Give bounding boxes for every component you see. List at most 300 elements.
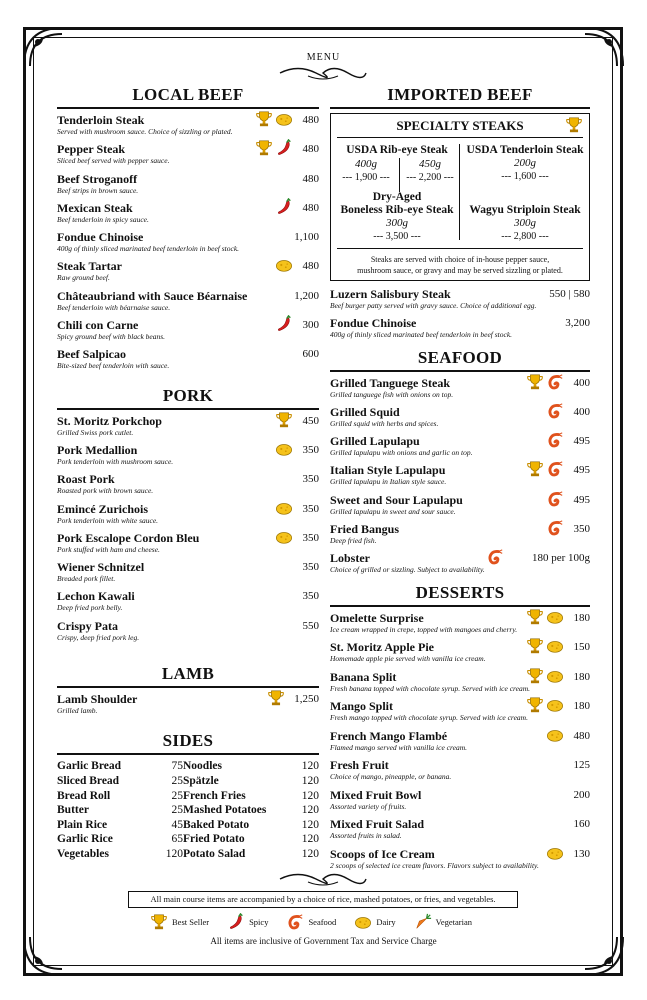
trophy-icon: [255, 110, 273, 128]
item-description: Pork stuffed with ham and cheese.: [57, 544, 160, 554]
item-name: Sweet and Sour Lapulapu: [330, 492, 463, 507]
item-price: 300: [302, 319, 319, 332]
ribeye-name: USDA Rib-eye Steak: [346, 144, 448, 156]
item-icons: [526, 696, 564, 714]
item-name: Italian Style Lapulapu: [330, 463, 446, 478]
legend-item-seafood: [286, 913, 336, 931]
item-name: French Mango Flambé: [330, 728, 448, 743]
specialty-note: [331, 254, 589, 276]
item-description: Grilled lapulapu with onions and garlic on top.: [330, 448, 473, 458]
tax-note: All items are inclusive of Government Tax and Service Charge: [210, 936, 437, 946]
item-price: 180: [573, 611, 590, 624]
cheese-icon: [275, 528, 293, 546]
item-price: 350: [573, 523, 590, 536]
item-icons: [526, 667, 564, 685]
side-price: 45: [171, 818, 183, 831]
specialty-rule: [337, 137, 583, 138]
menu-item-chili-con-carne: [57, 318, 319, 347]
menu-item-beef-stroganoff: [57, 172, 319, 201]
item-icons: [275, 411, 293, 429]
item-price: 400: [573, 376, 590, 389]
menu-item-omelette-surprise: [330, 611, 590, 641]
item-name: St. Moritz Porkchop: [57, 413, 162, 428]
section-rule: [57, 107, 319, 109]
sides-table: [57, 759, 319, 861]
item-description: Assorted variety of fruits.: [330, 801, 407, 811]
section-rule: [330, 370, 590, 372]
corner-ornament-top-left: [20, 24, 66, 70]
side-price: 75: [171, 760, 183, 773]
side-name: Baked Potato: [183, 818, 250, 831]
item-icons: [546, 402, 564, 420]
chili-icon: [275, 315, 293, 333]
item-price: 3,200: [565, 317, 590, 330]
side-name: Butter: [57, 804, 89, 817]
shrimp-icon: [546, 431, 564, 449]
menu-item-emince-zurichois: [57, 502, 319, 531]
item-price: 350: [302, 443, 319, 456]
item-price: 350: [302, 502, 319, 515]
item-price: 495: [573, 464, 590, 477]
ribeye-option-2: [399, 158, 461, 184]
section-title-lamb: LAMB: [161, 664, 215, 684]
menu-item-mexican-steak: [57, 201, 319, 230]
side-price: 120: [301, 818, 319, 831]
item-price: 480: [302, 143, 319, 156]
side-price: 120: [301, 847, 319, 860]
menu-item-lechon-kawali: [57, 589, 319, 618]
item-name: Fondue Chinoise: [330, 316, 417, 331]
item-icons: [267, 689, 285, 707]
menu-item-fondue-chinoise: [330, 316, 590, 345]
menu-item-tenderloin-steak: [57, 113, 319, 142]
item-icons: [275, 315, 293, 333]
item-price: 480: [573, 729, 590, 742]
item-description: Beef tenderloin with béarnaise sauce.: [57, 302, 171, 312]
cheese-icon: [546, 726, 564, 744]
item-price: 480: [302, 260, 319, 273]
item-icons: [526, 608, 564, 626]
desserts-list: [330, 611, 590, 877]
item-name: Mango Split: [330, 699, 394, 714]
chili-icon: [275, 139, 293, 157]
item-description: Ice cream wrapped in crepe, topped with mangoes and cherry.: [330, 624, 518, 634]
side-name: Garlic Bread: [57, 760, 121, 773]
item-name: St. Moritz Apple Pie: [330, 640, 434, 655]
item-name: Wiener Schnitzel: [57, 560, 145, 575]
specialty-note-rule: [337, 248, 583, 249]
item-icons: [275, 528, 293, 546]
dry-aged-name-2: Boneless Rib-eye Steak: [340, 204, 454, 216]
trophy-icon: [526, 460, 544, 478]
item-description: Choice of grilled or sizzling. Subject to availability.: [330, 565, 485, 575]
item-price: 480: [302, 201, 319, 214]
ribeye-price-2: --- 2,200 ---: [406, 172, 454, 183]
item-description: 400g of thinly sliced marinated beef tenderloin in beef stock.: [330, 330, 513, 340]
item-name: Pepper Steak: [57, 142, 126, 157]
item-price: 600: [302, 348, 319, 361]
menu-item-roast-pork: [57, 472, 319, 501]
menu-item-grilled-squid: [330, 405, 590, 434]
item-price: 125: [573, 759, 590, 772]
trophy-icon: [150, 913, 168, 931]
legend-item-spicy: [227, 913, 268, 931]
cheese-icon: [275, 110, 293, 128]
menu-item-italian-style-lapulapu: [330, 463, 590, 492]
shrimp-icon: [546, 373, 564, 391]
legend-item-dairy: [354, 913, 395, 931]
item-description: Flamed mango served with vanilla ice cream.: [330, 742, 467, 752]
side-name: Plain Rice: [57, 818, 108, 831]
menu-item-pepper-steak: [57, 142, 319, 171]
item-icons: [526, 460, 564, 478]
legend-label: Spicy: [249, 917, 269, 927]
item-description: Spicy ground beef with black beans.: [57, 332, 166, 342]
seafood-list: [330, 376, 590, 581]
item-name: Roast Pork: [57, 472, 115, 487]
menu-item-mixed-fruit-bowl: [330, 788, 590, 818]
item-name: Scoops of Ice Cream: [330, 846, 435, 861]
item-description: Deep fried fish.: [330, 536, 377, 546]
accompaniment-note: All main course items are accompanied by a choice of rice, mashed potatoes, or fries, and vegetables.: [128, 891, 518, 908]
specialty-steaks-title: SPECIALTY STEAKS: [396, 118, 524, 133]
wagyu-name: Wagyu Striploin Steak: [469, 204, 581, 216]
menu-item-grilled-tanguege-steak: [330, 376, 590, 405]
menu-item-pork-medallion: [57, 443, 319, 472]
specialty-note-line-1: Steaks are served with choice of in-house pepper sauce,: [370, 255, 550, 264]
ribeye-weight-1: 400g: [355, 158, 377, 170]
lamb-list: [57, 692, 319, 721]
item-price: 550 | 580: [549, 288, 590, 300]
menu-item-fresh-fruit: [330, 758, 590, 788]
specialty-steaks-box: [330, 113, 590, 281]
header-flourish: [278, 64, 368, 82]
side-price: 120: [301, 774, 319, 787]
dry-aged-steak: [335, 191, 459, 243]
item-name: Crispy Pata: [57, 618, 118, 633]
side-name: Bread Roll: [57, 789, 111, 802]
item-name: Lamb Shoulder: [57, 692, 138, 707]
item-name: Mexican Steak: [57, 200, 133, 215]
menu-item-fried-bangus: [330, 522, 590, 551]
item-description: Pork tenderloin with mushroom sauce.: [57, 456, 174, 466]
menu-item-steak-tartar: [57, 259, 319, 288]
icon-legend: [150, 913, 510, 931]
menu-heading: MENU: [306, 52, 341, 63]
section-rule: [57, 686, 319, 688]
side-name: Spätzle: [183, 774, 219, 787]
specialty-note-line-2: mushroom sauce, or gravy and may be served sizzling or plated.: [357, 266, 563, 275]
item-description: Sliced beef served with pepper sauce.: [57, 156, 170, 166]
side-price: 120: [301, 833, 319, 846]
menu-item-st-moritz-porkchop: [57, 414, 319, 443]
item-icons: [275, 256, 293, 274]
item-description: 400g of thinly sliced marinated beef tenderloin in beef stock.: [57, 244, 240, 254]
item-description: Beef strips in brown sauce.: [57, 185, 139, 195]
shrimp-icon: [546, 460, 564, 478]
menu-item-luzern-salisbury-steak: [330, 287, 590, 316]
item-description: Grilled tanguege fish with onions on top.: [330, 389, 454, 399]
item-name: Pork Escalope Cordon Bleu: [57, 530, 200, 545]
item-name: Emincé Zurichois: [57, 501, 149, 516]
side-name: Mashed Potatoes: [183, 804, 267, 817]
cheese-icon: [546, 667, 564, 685]
item-name: Grilled Squid: [330, 404, 400, 419]
left-column: [57, 85, 319, 862]
ribeye-weight-2: 450g: [419, 158, 441, 170]
item-icons: [526, 637, 564, 655]
item-price: 1,200: [294, 289, 319, 302]
chili-icon: [275, 198, 293, 216]
section-rule: [330, 605, 590, 607]
wagyu-steak: [461, 204, 589, 243]
item-description: Breaded pork fillet.: [57, 574, 116, 584]
menu-item-mango-split: [330, 699, 590, 729]
trophy-icon: [526, 696, 544, 714]
item-description: Raw ground beef.: [57, 273, 110, 283]
chili-icon: [227, 913, 245, 931]
item-description: Pork tenderloin with white sauce.: [57, 515, 159, 525]
cheese-icon: [275, 256, 293, 274]
side-name: French Fries: [183, 789, 246, 802]
item-icons: [275, 499, 293, 517]
side-name: Noodles: [183, 760, 222, 773]
item-description: Beef tenderloin in spicy sauce.: [57, 214, 149, 224]
item-price: 495: [573, 493, 590, 506]
side-price: 120: [301, 804, 319, 817]
legend-label: Dairy: [376, 917, 396, 927]
item-description: Roasted pork with brown sauce.: [57, 486, 154, 496]
side-name: Vegetables: [57, 847, 109, 860]
legend-item-best-seller: [150, 913, 209, 931]
item-name: Steak Tartar: [57, 259, 123, 274]
wagyu-weight: 300g: [514, 217, 536, 229]
item-name: Mixed Fruit Bowl: [330, 787, 422, 802]
item-price: 200: [573, 788, 590, 801]
item-price: 450: [302, 414, 319, 427]
tenderloin-steak: [461, 144, 589, 183]
item-price: 130: [573, 847, 590, 860]
dry-aged-price: --- 3,500 ---: [373, 231, 421, 242]
legend-label: Vegetarian: [435, 917, 473, 927]
item-name: Fried Bangus: [330, 522, 400, 537]
item-name: Beef Stroganoff: [57, 171, 138, 186]
shrimp-icon: [546, 490, 564, 508]
item-description: Beef burger patty served with gravy sauce. Choice of additional egg.: [330, 301, 537, 310]
item-description: Served with mushroom sauce. Choice of sizzling or plated.: [57, 127, 233, 136]
ribeye-option-1: [335, 158, 397, 184]
carrot-icon: [414, 913, 432, 931]
item-price: 480: [302, 114, 319, 126]
wagyu-price: --- 2,800 ---: [501, 231, 549, 242]
side-name: Sliced Bread: [57, 774, 120, 787]
menu-item-fondue-chinoise: [57, 230, 319, 259]
menu-item-grilled-lapulapu: [330, 434, 590, 463]
ribeye-price-1: --- 1,900 ---: [342, 172, 390, 183]
item-icons: [546, 844, 564, 862]
shrimp-icon: [546, 402, 564, 420]
cheese-icon: [546, 637, 564, 655]
cheese-icon: [354, 913, 372, 931]
menu-item-st-moritz-apple-pie: [330, 640, 590, 670]
trophy-icon: [526, 667, 544, 685]
side-price: 65: [171, 833, 183, 846]
menu-item-mixed-fruit-salad: [330, 817, 590, 847]
item-icons: [526, 373, 564, 391]
tenderloin-price: --- 1,600 ---: [501, 171, 549, 182]
item-price: 180 per 100g: [531, 552, 590, 565]
cheese-icon: [546, 844, 564, 862]
item-name: Banana Split: [330, 669, 397, 684]
item-name: Lobster: [330, 551, 370, 566]
trophy-icon: [526, 373, 544, 391]
section-title-local-beef: LOCAL BEEF: [132, 85, 244, 104]
section-rule: [57, 753, 319, 755]
menu-item-lamb-shoulder: [57, 692, 319, 721]
cheese-icon: [275, 440, 293, 458]
section-title-sides: SIDES: [162, 731, 214, 751]
trophy-icon: [275, 411, 293, 429]
legend-item-vegetarian: [414, 913, 472, 931]
item-description: Deep fried pork belly.: [57, 603, 123, 613]
item-description: Homemade apple pie served with vanilla ice cream.: [330, 654, 486, 664]
item-price: 350: [302, 473, 319, 486]
menu-item-wiener-schnitzel: [57, 560, 319, 589]
item-icons: [255, 110, 293, 128]
side-price: 25: [171, 774, 183, 787]
item-price: 1,100: [294, 231, 319, 244]
right-column: [330, 85, 590, 876]
section-title-desserts: DESSERTS: [415, 582, 505, 602]
shrimp-icon: [486, 548, 504, 566]
section-rule: [330, 107, 590, 109]
item-price: 400: [573, 405, 590, 418]
section-title-imported-beef: IMPORTED BEEF: [387, 85, 533, 104]
menu-item-lobster: [330, 551, 590, 580]
menu-item-french-mango-flambe: [330, 729, 590, 759]
item-name: Pork Medallion: [57, 442, 138, 457]
item-name: Tenderloin Steak: [57, 113, 145, 127]
item-name: Chili con Carne: [57, 318, 139, 333]
item-name: Grilled Tanguege Steak: [330, 375, 451, 390]
side-price: 25: [171, 804, 183, 817]
item-description: Grilled Swiss pork cutlet.: [57, 427, 134, 437]
item-icons: [546, 431, 564, 449]
item-price: 180: [573, 670, 590, 683]
ribeye-steak: [335, 144, 459, 157]
side-name: Potato Salad: [183, 847, 246, 860]
menu-item-beef-salpicao: [57, 347, 319, 376]
corner-ornament-top-right: [581, 24, 627, 70]
item-icons: [546, 490, 564, 508]
item-name: Grilled Lapulapu: [330, 434, 420, 449]
item-price: 480: [302, 172, 319, 185]
item-description: Grilled lapulapu in Italian style sauce.: [330, 477, 447, 487]
item-description: Grilled lamb.: [57, 706, 98, 716]
item-description: Fresh mango topped with chocolate syrup. Served with ice cream.: [330, 713, 528, 723]
item-description: Crispy, deep fried pork leg.: [57, 632, 140, 642]
menu-item-sweet-and-sour-lapulapu: [330, 493, 590, 522]
menu-item-pork-escalope-cordon-bleu: [57, 531, 319, 560]
trophy-icon: [255, 139, 273, 157]
item-price: 350: [302, 561, 319, 574]
section-title-seafood: SEAFOOD: [417, 347, 503, 367]
cheese-icon: [546, 696, 564, 714]
menu-item-crispy-pata: [57, 619, 319, 648]
item-description: Grilled squid with herbs and spices.: [330, 418, 439, 428]
item-price: 1,250: [294, 693, 319, 706]
item-icons: [275, 198, 293, 216]
item-name: Lechon Kawali: [57, 589, 135, 604]
item-name: Mixed Fruit Salad: [330, 817, 425, 832]
cheese-icon: [546, 608, 564, 626]
item-description: 2 scoops of selected ice cream flavors. Flavors subject to availability.: [330, 860, 539, 870]
trophy-icon: [526, 608, 544, 626]
item-name: Omelette Surprise: [330, 610, 424, 625]
item-price: 350: [302, 531, 319, 544]
side-name: Garlic Rice: [57, 833, 113, 846]
item-icons: [275, 440, 293, 458]
item-price: 550: [302, 619, 319, 632]
item-price: 180: [573, 700, 590, 713]
section-rule: [57, 408, 319, 410]
item-name: Fresh Fruit: [330, 758, 389, 773]
item-description: Grilled lapulapu in sweet and sour sauce.: [330, 506, 456, 516]
item-price: 160: [573, 818, 590, 831]
menu-item-banana-split: [330, 670, 590, 700]
section-title-pork: PORK: [162, 385, 214, 405]
side-price: 120: [301, 760, 319, 773]
legend-label: Best Seller: [172, 917, 210, 927]
item-description: Bite-sized beef tenderloin with sauce.: [57, 361, 170, 371]
trophy-icon: [267, 689, 285, 707]
tenderloin-weight: 200g: [514, 157, 536, 169]
item-description: Assorted fruits in salad.: [330, 831, 402, 841]
cheese-icon: [275, 499, 293, 517]
footer-flourish: [278, 870, 368, 888]
dry-aged-weight: 300g: [386, 217, 408, 229]
dry-aged-name-1: Dry-Aged: [372, 191, 422, 203]
item-name: Châteaubriand with Sauce Béarnaise: [57, 288, 248, 303]
trophy-icon: [565, 116, 583, 134]
menu-item-chateaubriand-with-sauce-bearnaise: [57, 289, 319, 318]
tenderloin-name: USDA Tenderloin Steak: [466, 144, 584, 156]
item-price: 495: [573, 435, 590, 448]
item-icons: [486, 548, 504, 566]
shrimp-icon: [286, 913, 304, 931]
local-beef-list: [57, 113, 319, 377]
trophy-icon: [526, 637, 544, 655]
item-price: 350: [302, 590, 319, 603]
side-price: 120: [301, 789, 319, 802]
item-description: Choice of mango, pineapple, or banana.: [330, 772, 452, 782]
item-icons: [546, 519, 564, 537]
menu-item-scoops-of-ice-cream: [330, 847, 590, 877]
item-icons: [255, 139, 293, 157]
item-price: 150: [573, 641, 590, 654]
item-icons: [546, 726, 564, 744]
item-name: Fondue Chinoise: [57, 230, 144, 245]
imported-beef-list: [330, 287, 590, 346]
item-description: Fresh banana topped with chocolate syrup. Served with ice cream.: [330, 683, 531, 693]
side-price: 25: [171, 789, 183, 802]
side-name: Fried Potato: [183, 833, 245, 846]
pork-list: [57, 414, 319, 648]
shrimp-icon: [546, 519, 564, 537]
item-name: Beef Salpicao: [57, 347, 126, 362]
legend-label: Seafood: [308, 917, 337, 927]
item-name: Luzern Salisbury Steak: [330, 287, 451, 301]
